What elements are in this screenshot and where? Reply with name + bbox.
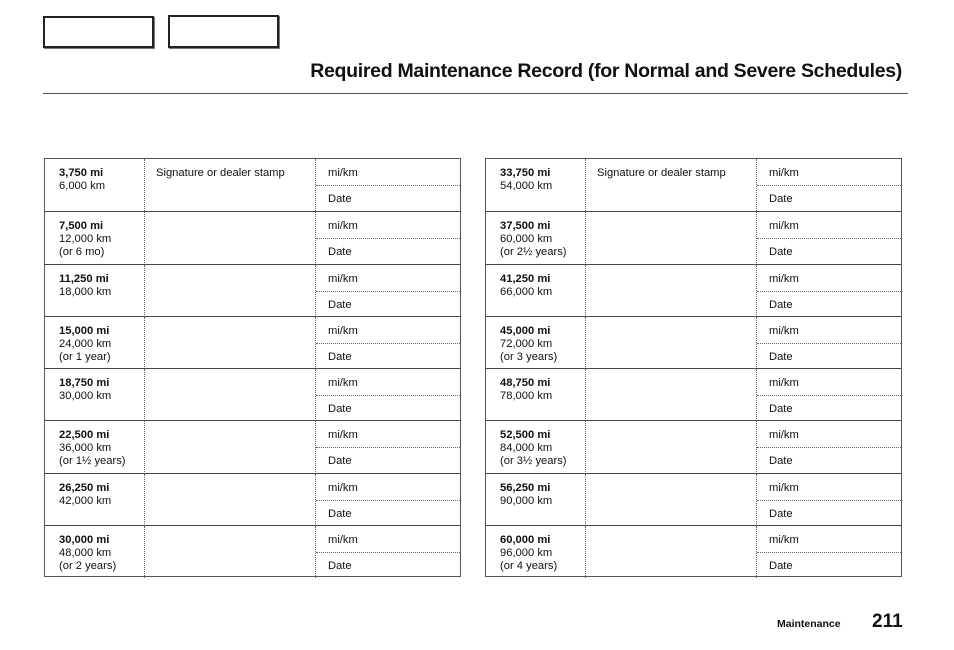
row-divider [757, 395, 901, 396]
interval-note: (or 3½ years) [500, 455, 567, 468]
signature-label: Signature or dealer stamp [156, 167, 285, 179]
column-divider [585, 212, 586, 264]
record-row [486, 159, 901, 211]
row-divider [316, 395, 460, 396]
miles-value: 3,750 mi [59, 167, 104, 179]
miles-value: 7,500 mi [59, 220, 104, 233]
mikm-label: mi/km [769, 377, 799, 389]
interval-note: (or 4 years) [500, 559, 558, 572]
record-row [45, 525, 460, 578]
date-label: Date [769, 507, 793, 520]
km-value: 72,000 km [500, 337, 553, 350]
km-value: 90,000 km [500, 494, 553, 507]
row-divider [757, 343, 901, 344]
mikm-label: mi/km [328, 429, 358, 442]
column-divider [585, 265, 586, 317]
mikm-label: mi/km [769, 167, 799, 179]
mileage-cell [500, 325, 557, 364]
miles-value: 26,250 mi [59, 481, 110, 494]
row-divider [757, 447, 901, 448]
date-label: Date [328, 350, 352, 363]
date-label: Date [328, 507, 352, 520]
mikm-label: mi/km [328, 167, 358, 179]
mileage-cell [500, 220, 567, 259]
row-divider [757, 185, 901, 186]
row-divider [316, 343, 460, 344]
row-divider [316, 500, 460, 501]
km-value: 30,000 km [59, 390, 112, 402]
km-value: 66,000 km [500, 285, 553, 298]
mikm-label: mi/km [769, 481, 799, 494]
date-label: Date [328, 298, 352, 311]
mikm-label: mi/km [328, 481, 358, 494]
row-divider [757, 291, 901, 292]
row-divider [757, 552, 901, 553]
miles-value: 11,250 mi [59, 272, 109, 285]
column-divider [144, 159, 145, 211]
km-value: 42,000 km [59, 494, 112, 507]
column-divider [144, 317, 145, 369]
km-value: 24,000 km [59, 337, 112, 350]
mileage-cell [500, 273, 552, 299]
mikm-label: mi/km [328, 220, 358, 233]
date-label: Date [328, 455, 352, 468]
mikm-label: mi/km [769, 533, 799, 546]
mileage-cell [500, 429, 567, 468]
date-label: Date [328, 403, 352, 415]
column-divider [585, 317, 586, 369]
km-value: 12,000 km [59, 233, 112, 246]
km-value: 78,000 km [500, 390, 553, 402]
index-tab-box-1 [43, 16, 154, 48]
mileage-cell [500, 482, 552, 508]
column-divider [144, 212, 145, 264]
record-row [45, 211, 460, 264]
km-value: 48,000 km [59, 546, 112, 559]
interval-note: (or 1 year) [59, 350, 111, 363]
date-label: Date [769, 298, 793, 311]
record-row [486, 316, 901, 369]
km-value: 60,000 km [500, 233, 553, 246]
column-divider [144, 421, 145, 473]
column-divider [585, 159, 586, 211]
date-label: Date [328, 559, 352, 572]
miles-value: 30,000 mi [59, 533, 110, 546]
column-divider [144, 265, 145, 317]
miles-value: 56,250 mi [500, 481, 551, 494]
mileage-cell [59, 482, 111, 508]
record-row [486, 473, 901, 526]
interval-note: (or 6 mo) [59, 246, 105, 259]
miles-value: 41,250 mi [500, 272, 551, 285]
row-divider [316, 291, 460, 292]
maintenance-record-table-left [44, 158, 461, 577]
interval-note: (or 3 years) [500, 350, 558, 363]
mileage-cell [59, 273, 111, 299]
mikm-label: mi/km [328, 272, 358, 285]
mileage-cell [59, 220, 111, 259]
record-row [486, 368, 901, 421]
row-divider [316, 447, 460, 448]
row-divider [316, 552, 460, 553]
mileage-cell [500, 167, 552, 193]
mikm-label: mi/km [769, 429, 799, 442]
record-row [45, 420, 460, 473]
column-divider [585, 421, 586, 473]
km-value: 6,000 km [59, 180, 106, 192]
footer-section-label: Maintenance [777, 618, 841, 630]
miles-value: 45,000 mi [500, 324, 551, 337]
date-label: Date [769, 246, 793, 259]
row-divider [316, 185, 460, 186]
miles-value: 15,000 mi [59, 324, 110, 337]
mikm-label: mi/km [769, 324, 799, 337]
column-divider [144, 474, 145, 526]
record-row [486, 525, 901, 578]
record-row [45, 368, 460, 421]
km-value: 96,000 km [500, 546, 553, 559]
mikm-label: mi/km [769, 220, 799, 233]
date-label: Date [328, 193, 352, 205]
signature-label: Signature or dealer stamp [597, 167, 726, 179]
date-label: Date [328, 246, 352, 259]
mileage-cell [500, 534, 557, 573]
record-row [486, 211, 901, 264]
mileage-cell [59, 325, 111, 364]
column-divider [144, 369, 145, 421]
km-value: 36,000 km [59, 442, 112, 455]
date-label: Date [769, 455, 793, 468]
page-number: 211 [872, 611, 903, 632]
page-title: Required Maintenance Record (for Normal and Severe Schedules) [310, 60, 902, 82]
record-row [45, 264, 460, 317]
miles-value: 33,750 mi [500, 167, 551, 179]
date-label: Date [769, 403, 793, 415]
maintenance-record-table-right [485, 158, 902, 577]
date-label: Date [769, 350, 793, 363]
record-row [45, 316, 460, 369]
miles-value: 37,500 mi [500, 220, 551, 233]
column-divider [144, 526, 145, 578]
interval-note: (or 2½ years) [500, 246, 567, 259]
miles-value: 18,750 mi [59, 377, 110, 389]
index-tab-box-2 [168, 15, 279, 48]
record-row [45, 473, 460, 526]
miles-value: 48,750 mi [500, 377, 551, 389]
interval-note: (or 1½ years) [59, 455, 126, 468]
mileage-cell [500, 377, 552, 403]
miles-value: 22,500 mi [59, 429, 110, 442]
km-value: 54,000 km [500, 180, 553, 192]
mileage-cell [59, 377, 111, 403]
mikm-label: mi/km [328, 324, 358, 337]
record-row [45, 159, 460, 211]
record-row [486, 420, 901, 473]
date-label: Date [769, 193, 793, 205]
title-rule [43, 93, 908, 94]
miles-value: 52,500 mi [500, 429, 551, 442]
date-label: Date [769, 559, 793, 572]
row-divider [316, 238, 460, 239]
km-value: 18,000 km [59, 285, 112, 298]
mileage-cell [59, 429, 126, 468]
mikm-label: mi/km [328, 377, 358, 389]
column-divider [585, 474, 586, 526]
row-divider [757, 238, 901, 239]
column-divider [585, 369, 586, 421]
mikm-label: mi/km [328, 533, 358, 546]
km-value: 84,000 km [500, 442, 553, 455]
row-divider [757, 500, 901, 501]
interval-note: (or 2 years) [59, 559, 117, 572]
record-row [486, 264, 901, 317]
mikm-label: mi/km [769, 272, 799, 285]
column-divider [585, 526, 586, 578]
miles-value: 60,000 mi [500, 533, 551, 546]
mileage-cell [59, 534, 116, 573]
mileage-cell [59, 167, 105, 193]
